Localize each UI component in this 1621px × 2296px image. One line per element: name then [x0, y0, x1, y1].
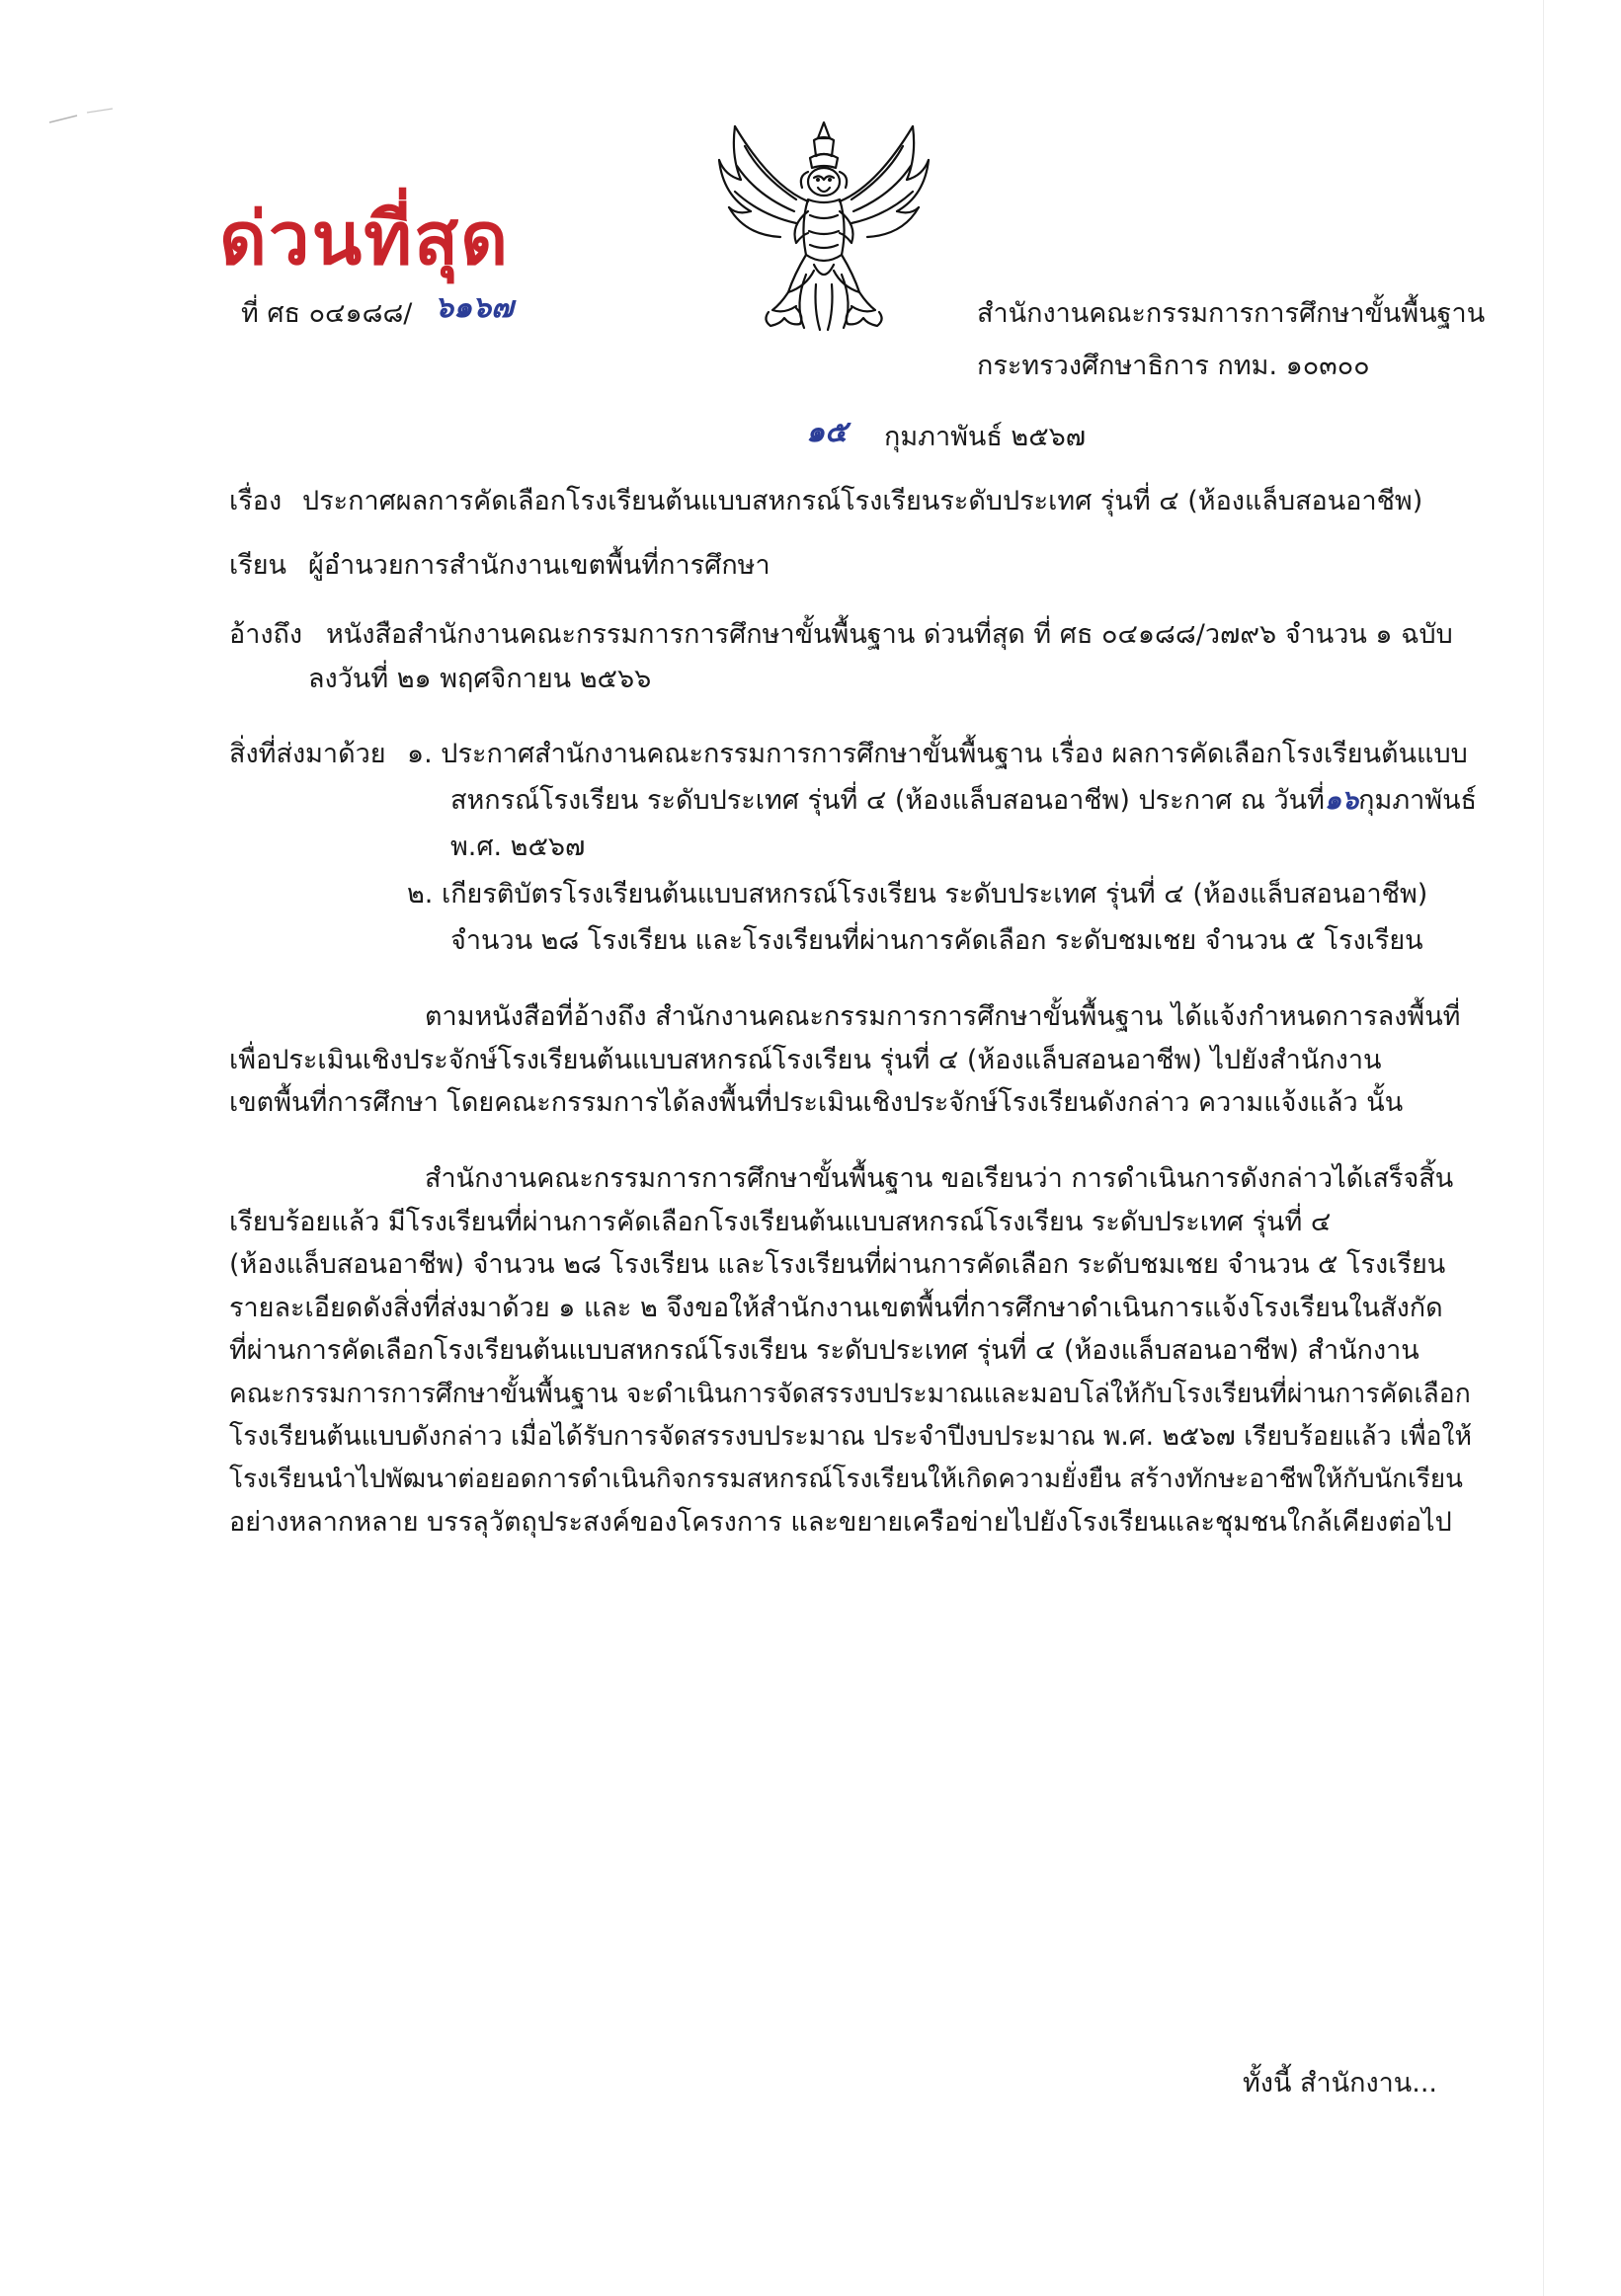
document-number-handwritten: ๖๑๖๗ — [435, 290, 514, 325]
paragraph-2-line: โรงเรียนนำไปพัฒนาต่อยอดการดำเนินกิจกรรมสหกรณ์โรงเรียนให้เกิดความยั่งยืน สร้างทักษะอาชีพให้กับนักเรียน — [229, 1464, 1463, 1494]
enclosures-label: สิ่งที่ส่งมาด้วย — [229, 739, 386, 769]
enclosure-1-line-3: พ.ศ. ๒๕๖๗ — [450, 831, 586, 862]
subject-label: เรื่อง — [229, 486, 283, 516]
paragraph-2-line: ที่ผ่านการคัดเลือกโรงเรียนต้นแบบสหกรณ์โรงเรียน ระดับประเทศ รุ่นที่ ๔ (ห้องแล็บสอนอาชีพ) สำนักงาน — [229, 1335, 1419, 1366]
enclosure-1-day-handwritten: ๑๖ — [1324, 785, 1359, 816]
urgency-stamp: ด่วนที่สุด — [219, 197, 511, 281]
document-number-label: ที่ ศธ ๐๔๑๘๘/ — [241, 298, 413, 329]
paragraph-2-line: เรียบร้อยแล้ว มีโรงเรียนที่ผ่านการคัดเลือกโรงเรียนต้นแบบสหกรณ์โรงเรียน ระดับประเทศ รุ่นที่ ๔ — [229, 1206, 1332, 1237]
agency-name: สำนักงานคณะกรรมการการศึกษาขั้นพื้นฐาน — [977, 298, 1486, 329]
paragraph-2-line: สำนักงานคณะกรรมการการศึกษาขั้นพื้นฐาน ขอเรียนว่า การดำเนินการดังกล่าวได้เสร็จสิ้น — [425, 1163, 1454, 1194]
paragraph-1-line: เขตพื้นที่การศึกษา โดยคณะกรรมการได้ลงพื้นที่ประเมินเชิงประจักษ์โรงเรียนดังกล่าว ความแจ้งแล้ว นั้น — [229, 1087, 1404, 1118]
continuation-text: ทั้งนี้ สำนักงาน... — [1243, 2068, 1438, 2098]
paragraph-2-line: อย่างหลากหลาย บรรลุวัตถุประสงค์ของโครงการ และขยายเครือข่ายไปยังโรงเรียนและชุมชนใกล้เคียงต่อไป — [229, 1507, 1452, 1538]
reference-line-2: ลงวันที่ ๒๑ พฤศจิกายน ๒๕๖๖ — [308, 664, 652, 694]
enclosure-1-month: กุมภาพันธ์ — [1358, 785, 1478, 816]
reference-line-1: หนังสือสำนักงานคณะกรรมการการศึกษาขั้นพื้นฐาน ด่วนที่สุด ที่ ศธ ๐๔๑๘๘/ว๗๙๖ จำนวน ๑ ฉบับ — [326, 619, 1453, 650]
agency-address: กระทรวงศึกษาธิการ กทม. ๑๐๓๐๐ — [977, 351, 1370, 381]
enclosure-1-line-1: ๑. ประกาศสำนักงานคณะกรรมการการศึกษาขั้นพื้นฐาน เรื่อง ผลการคัดเลือกโรงเรียนต้นแบบ — [407, 739, 1468, 769]
paragraph-2-line: รายละเอียดดังสิ่งที่ส่งมาด้วย ๑ และ ๒ จึงขอให้สำนักงานเขตพื้นที่การศึกษาดำเนินการแจ้งโรงเรียนในสังกัด — [229, 1292, 1443, 1323]
paragraph-2-line: โรงเรียนต้นแบบดังกล่าว เมื่อได้รับการจัดสรรงบประมาณ ประจำปีงบประมาณ พ.ศ. ๒๕๖๗ เรียบร้อยแล้ว เพื่อให้ — [229, 1421, 1472, 1452]
subject-text: ประกาศผลการคัดเลือกโรงเรียนต้นแบบสหกรณ์โรงเรียนระดับประเทศ รุ่นที่ ๔ (ห้องแล็บสอนอาชีพ) — [302, 486, 1423, 516]
date-month-year: กุมภาพันธ์ ๒๕๖๗ — [884, 422, 1087, 452]
garuda-emblem-icon — [711, 117, 936, 336]
scan-edge-line — [1543, 0, 1544, 2296]
recipient-text: ผู้อำนวยการสำนักงานเขตพื้นที่การศึกษา — [308, 550, 770, 581]
scan-mark-icon — [47, 107, 117, 126]
enclosure-2-line-2: จำนวน ๒๘ โรงเรียน และโรงเรียนที่ผ่านการคัดเลือก ระดับชมเชย จำนวน ๕ โรงเรียน — [450, 925, 1423, 956]
paragraph-2-line: (ห้องแล็บสอนอาชีพ) จำนวน ๒๘ โรงเรียน และโรงเรียนที่ผ่านการคัดเลือก ระดับชมเชย จำนวน ๕ โรงเรียน — [229, 1249, 1446, 1280]
reference-label: อ้างถึง — [229, 619, 303, 650]
paragraph-1-line: ตามหนังสือที่อ้างถึง สำนักงานคณะกรรมการการศึกษาขั้นพื้นฐาน ได้แจ้งกำหนดการลงพื้นที่ — [425, 1001, 1461, 1032]
date-day-handwritten: ๑๕ — [806, 415, 848, 449]
paragraph-2-line: คณะกรรมการการศึกษาขั้นพื้นฐาน จะดำเนินการจัดสรรงบประมาณและมอบโล่ให้กับโรงเรียนที่ผ่านการคัดเลือก — [229, 1378, 1471, 1409]
enclosure-1-text: สหกรณ์โรงเรียน ระดับประเทศ รุ่นที่ ๔ (ห้องแล็บสอนอาชีพ) ประกาศ ณ วันที่ — [450, 785, 1325, 816]
body-paragraph-1 — [229, 995, 1478, 1125]
recipient-label: เรียน — [229, 550, 287, 581]
enclosure-2-line-1: ๒. เกียรติบัตรโรงเรียนต้นแบบสหกรณ์โรงเรียน ระดับประเทศ รุ่นที่ ๔ (ห้องแล็บสอนอาชีพ) — [407, 879, 1428, 910]
enclosure-1-line-2 — [450, 785, 1477, 817]
body-paragraph-2 — [229, 1157, 1478, 1544]
paragraph-1-line: เพื่อประเมินเชิงประจักษ์โรงเรียนต้นแบบสหกรณ์โรงเรียน รุ่นที่ ๔ (ห้องแล็บสอนอาชีพ) ไปยังสำนักงาน — [229, 1044, 1382, 1075]
